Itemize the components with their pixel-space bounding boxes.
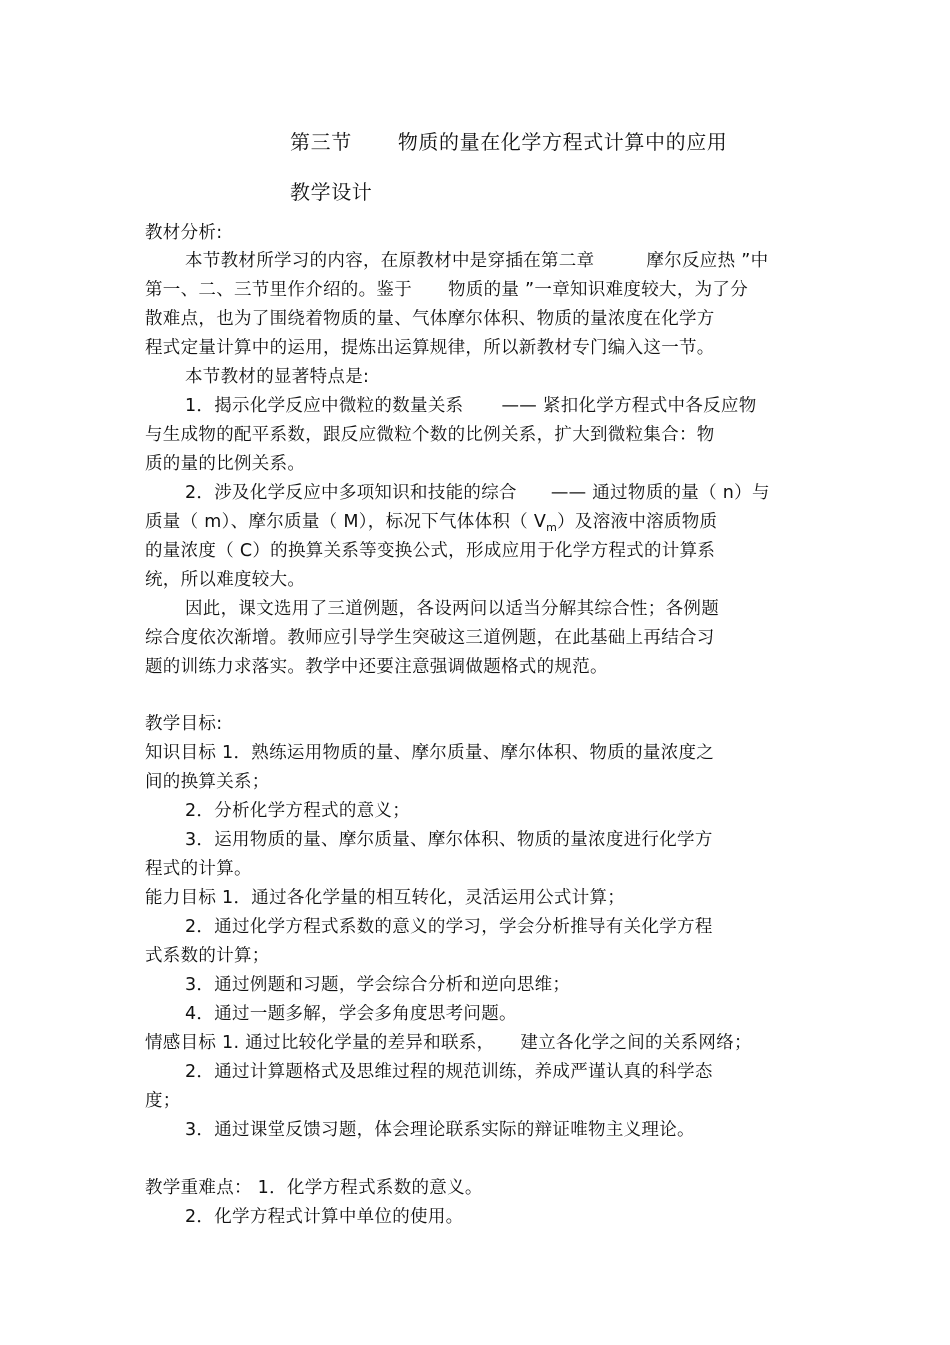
paragraph-line: 统，所以难度较大。 — [145, 570, 306, 590]
list-item: 3．运用物质的量、摩尔质量、摩尔体积、物质的量浓度进行化学方 — [185, 830, 713, 850]
list-item: 2．分析化学方程式的意义； — [185, 801, 411, 821]
paragraph-line: 本节教材所学习的内容，在原教材中是穿插在第二章 摩尔反应热 ”中 — [185, 251, 769, 271]
list-item: 4．通过一题多解，学会多角度思考问题。 — [185, 1004, 517, 1024]
paragraph-line: 质量（ m）、摩尔质量（ M），标况下气体体积（ $V_m$）及溶液中溶质物质 — [145, 512, 718, 534]
keypoints-heading: 教学重难点： 1．化学方程式系数的意义。 — [145, 1178, 483, 1198]
section-number: 第三节 — [290, 130, 352, 154]
paragraph-line: 第一、二、三节里作介绍的。鉴于 物质的量 ”一章知识难度较大，为了分 — [145, 280, 749, 300]
document-subtitle: 教学设计 — [290, 180, 373, 204]
paragraph-line: 式系数的计算； — [145, 946, 270, 966]
section-name: 物质的量在化学方程式计算中的应用 — [397, 130, 728, 154]
analysis-heading: 教材分析: — [145, 223, 223, 243]
paragraph-line: 散难点，也为了围绕着物质的量、气体摩尔体积、物质的量浓度在化学方 — [145, 309, 715, 329]
section-title — [290, 129, 727, 155]
paragraph-line: 间的换算关系； — [145, 772, 270, 792]
list-item: 2．涉及化学反应中多项知识和技能的综合 —— 通过物质的量（ n）与 — [185, 483, 770, 503]
subscript-m: m — [546, 521, 558, 534]
list-item: 3．通过例题和习题，学会综合分析和逆向思维； — [185, 975, 571, 995]
paragraph-line: 与生成物的配平系数，跟反应微粒个数的比例关系，扩大到微粒集合：物 — [145, 425, 715, 445]
paragraph-line: 的量浓度（ C）的换算关系等变换公式，形成应用于化学方程式的计算系 — [145, 541, 716, 561]
paragraph-line: 题的训练力求落实。教学中还要注意强调做题格式的规范。 — [145, 657, 608, 677]
goals-heading: 教学目标: — [145, 714, 223, 734]
paragraph-line: 本节教材的显著特点是: — [185, 367, 370, 387]
emotion-goal: 情感目标 1. 通过比较化学量的差异和联系， 建立各化学之间的关系网络； — [145, 1033, 752, 1053]
paragraph-line: 程式的计算。 — [145, 859, 252, 879]
paragraph-line: 度； — [145, 1091, 181, 1111]
list-item: 2．通过化学方程式系数的意义的学习，学会分析推导有关化学方程 — [185, 917, 713, 937]
paragraph-line: 综合度依次渐增。教师应引导学生突破这三道例题，在此基础上再结合习 — [145, 628, 715, 648]
paragraph-line: 因此，课文选用了三道例题，各设两问以适当分解其综合性；各例题 — [185, 599, 719, 619]
list-item: 2．通过计算题格式及思维过程的规范训练，养成严谨认真的科学态 — [185, 1062, 713, 1082]
knowledge-goal: 知识目标 1．熟练运用物质的量、摩尔质量、摩尔体积、物质的量浓度之 — [145, 743, 715, 763]
paragraph-line: 程式定量计算中的运用，提炼出运算规律，所以新教材专门编入这一节。 — [145, 338, 715, 358]
list-item: 3．通过课堂反馈习题，体会理论联系实际的辩证唯物主义理论。 — [185, 1120, 695, 1140]
ability-goal: 能力目标 1．通过各化学量的相互转化，灵活运用公式计算； — [145, 888, 626, 908]
list-item: 1．揭示化学反应中微粒的数量关系 —— 紧扣化学方程式中各反应物 — [185, 396, 757, 416]
list-item: 2．化学方程式计算中单位的使用。 — [185, 1207, 464, 1227]
paragraph-line: 质的量的比例关系。 — [145, 454, 306, 474]
